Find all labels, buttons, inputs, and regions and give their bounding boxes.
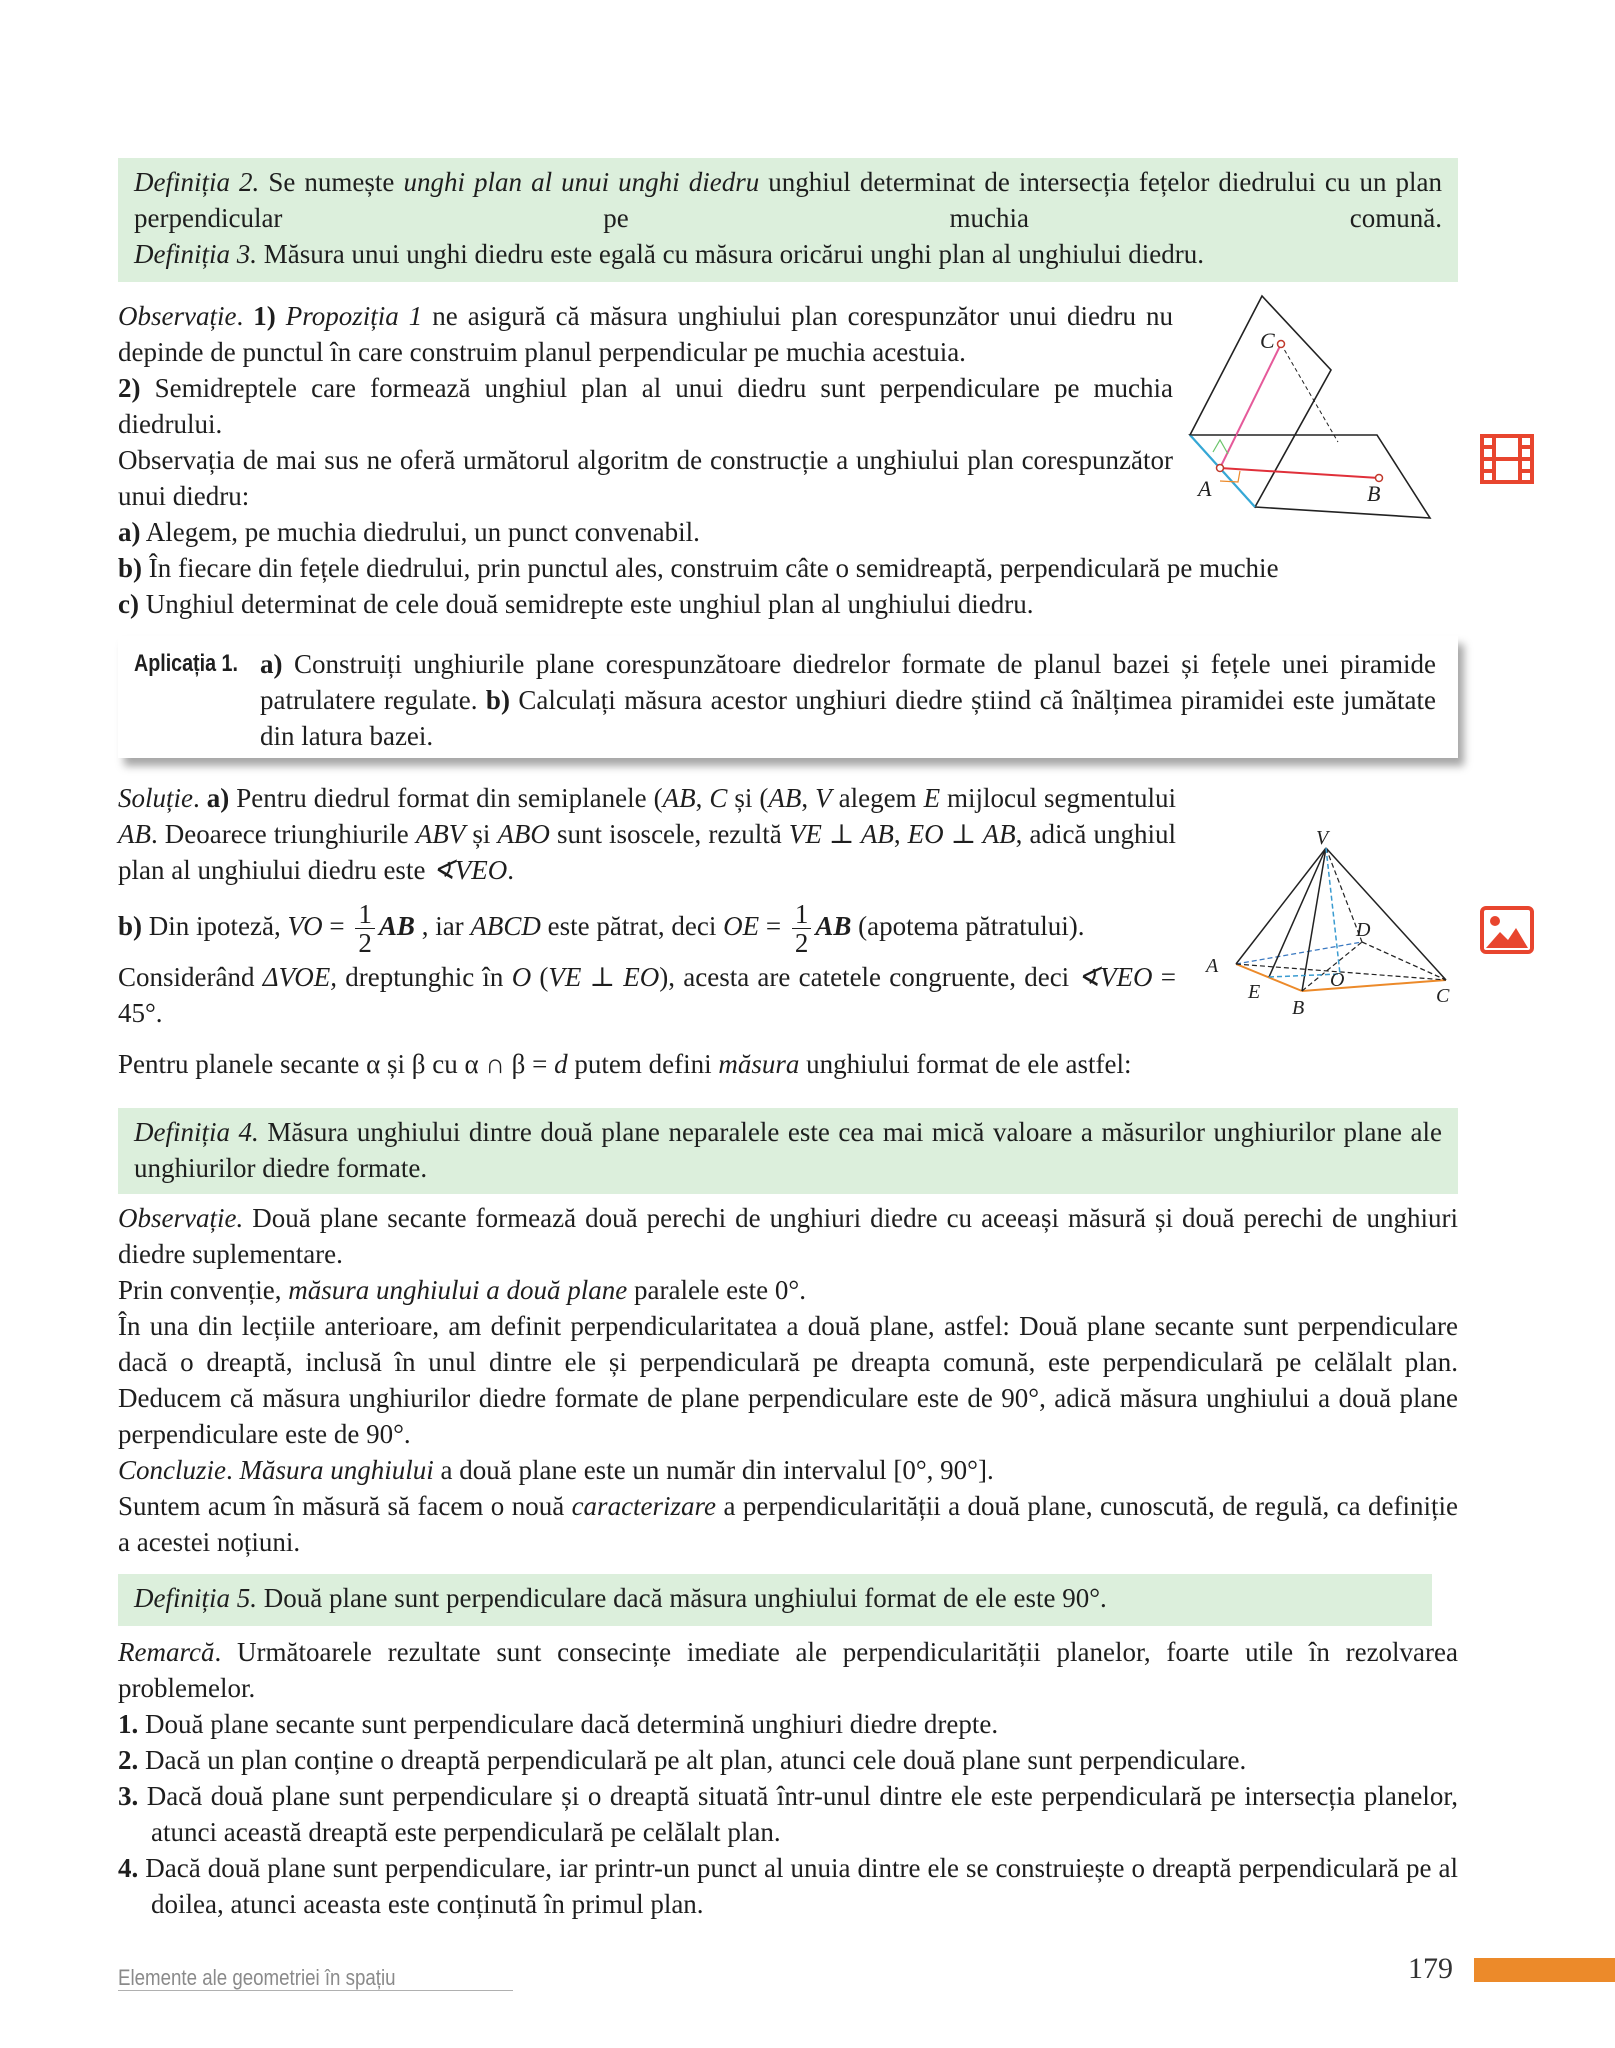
application-text: a) Construiți unghiurile plane corespunzătoare diedrelor formate de planul bazei și fețele unei piramide patrulatere regulate. b) Calculați măsura acestor unghiuri diedre știind că înălțimea piramidei este jumătate din latura bazei. [260,649,1436,751]
point-label-b: B [1292,997,1305,1019]
point-label-a: A [1206,955,1219,977]
planes-measure-intro: Pentru planele secante α și β cu α ∩ β = d putem defini măsura unghiului format de ele astfel: [118,1049,1132,1079]
solution-b: b) Din ipoteză, VO = $\frac{1}{2}$ AB , iar ABCD este pătrat, deci OE = $\frac{1}{2}$ AB (apotema pătratului). [118,899,1085,959]
chapter-title: Elemente ale geometriei în spațiu [118,1965,396,1990]
page-accent-bar [1474,1958,1615,1982]
footer-divider [118,1990,513,1991]
fraction-one-half: $\frac{1}{2}$ [792,900,812,957]
film-icon[interactable] [1480,434,1534,484]
application-label: Aplicația 1. [134,650,238,677]
point-label-o: O [1330,969,1345,991]
definition-3: Definiția 3. Măsura unui unghi diedru este egală cu măsura oricărui unghi plan al unghiului diedru. [134,239,1204,269]
point-label-d: D [1356,919,1371,941]
point-label-b: B [1367,481,1381,506]
page-number: 179 [1408,1952,1453,1985]
list-item: 4. Dacă două plane sunt perpendiculare, iar printr-un punct al unuia dintre ele se construiește o dreaptă perpendiculară pe al doilea, atunci aceasta este conținută în primul plan. [118,1853,1458,1919]
pyramid-figure [1200,826,1460,1026]
definition-5-box [118,1574,1432,1626]
observation-1: Observație. 1) Propoziția 1 ne asigură că măsura unghiului plan corespunzător unui diedru nu depinde de punctul în care construim planul perpendicular pe muchia acestuia. 2) Semidreptele care formează unghiul plan al unui diedru sunt perpendiculare pe muchia diedrului. Observația de mai sus ne oferă următorul algoritm de construcție a unghiului plan corespunzător unui diedru: [118,301,1173,511]
remark: Remarcă. Următoarele rezultate sunt consecințe imediate ale perpendicularității planelor, foarte utile în rezolvarea problemelor. 1. Două plane secante sunt perpendiculare dacă determină unghiuri diedre drepte. 2. Dacă un plan conține o dreaptă perpendiculară pe alt plan, atunci cele două plane sunt perpendiculare. 3. Dacă două plane sunt perpendiculare și o dreaptă situată într-unul dintre ele este perpendiculară pe intersecția planelor, atunci această dreaptă este perpendiculară pe celălalt plan. 4. Dacă două plane sunt perpendiculare, iar printr-un punct al unuia dintre ele se construiește o dreaptă perpendiculară pe al doilea, atunci aceasta este conținută în primul plan. [118,1634,1458,1922]
dihedral-figure [1180,290,1440,530]
solution: Soluție. a) Pentru diedrul format din semiplanele (AB, C și (AB, V alegem E mijlocul segmentului AB. Deoarece triunghiurile ABV și ABO sunt isoscele, rezultă VE ⊥ AB, EO ⊥ AB, adică unghiul plan al unghiului diedru este ∢VEO. b) Din ipoteză, VO = $\frac{1}{2}$ AB , iar ABCD este pătrat, deci OE = $\frac{1}{2}$ AB (apotema pătratului). Considerând ΔVOE, dreptunghic în O (VE ⊥ EO), acesta are catetele congruente, deci ∢VEO = 45°. [118,783,1177,1029]
point-label-c: C [1260,328,1275,353]
point-label-v: V [1316,827,1329,849]
fraction-one-half: $\frac{1}{2}$ [355,900,375,957]
definition-2: Definiția 2. Se numește unghi plan al unui unghi diedru unghiul determinat de intersecția fețelor diedrului cu un plan perpendicular pe muchia comună. [134,167,1443,233]
list-item: 3. Dacă două plane sunt perpendiculare și o dreaptă situată într-unul dintre ele este perpendiculară pe intersecția planelor, atunci această dreaptă este perpendiculară pe celălalt plan. [118,1781,1458,1847]
definition-box [118,158,1458,282]
application-box [118,636,1458,758]
definition-4: Definiția 4. Măsura unghiului dintre două plane neparalele este cea mai mică valoare a măsurilor unghiurilor plane ale unghiurilor diedre formate. [134,1117,1442,1183]
list-item: 1. Două plane secante sunt perpendiculare dacă determină unghiuri diedre drepte. [118,1709,999,1739]
point-label-c: C [1436,985,1450,1007]
definition-5: Definiția 5. Două plane sunt perpendiculare dacă măsura unghiului format de ele este 90°. [134,1583,1107,1613]
algorithm-list: a) Alegem, pe muchia diedrului, un punct convenabil. b) În fiecare din fețele diedrului, prin punctul ales, construim câte o semidreaptă, perpendiculară pe muchie c) Unghiul determinat de cele două semidrepte este unghiul plan al unghiului diedru. [118,517,1279,619]
point-label-e: E [1248,981,1261,1003]
list-item: 2. Dacă un plan conține o dreaptă perpendiculară pe alt plan, atunci cele două plane sunt perpendiculare. [118,1745,1247,1775]
observation-2: Observație. Două plane secante formează două perechi de unghiuri diedre cu aceeași măsură și două perechi de unghiuri diedre suplementare. Prin convenție, măsura unghiului a două plane paralele este 0°. În una din lecțiile anterioare, am definit perpendicularitatea a două plane, astfel: Două plane secante sunt perpendiculare dacă o dreaptă, inclusă în unul dintre ele și perpendiculară pe dreapta comună, este perpendiculară pe celălalt plan. Deducem că măsura unghiurilor diedre formate de plane perpendiculare este de 90°, adică măsura unghiului a două plane perpendiculare este de 90°. Concluzie. Măsura unghiului a două plane este un număr din intervalul [0°, 90°]. Suntem acum în măsură să facem o nouă caracterizare a perpendicularității a două plane, cunoscută, de regulă, ca definiție a acestei noțiuni. [118,1203,1458,1557]
point-label-a: A [1198,476,1212,501]
image-icon[interactable] [1480,906,1534,954]
definition-4-box [118,1108,1458,1194]
